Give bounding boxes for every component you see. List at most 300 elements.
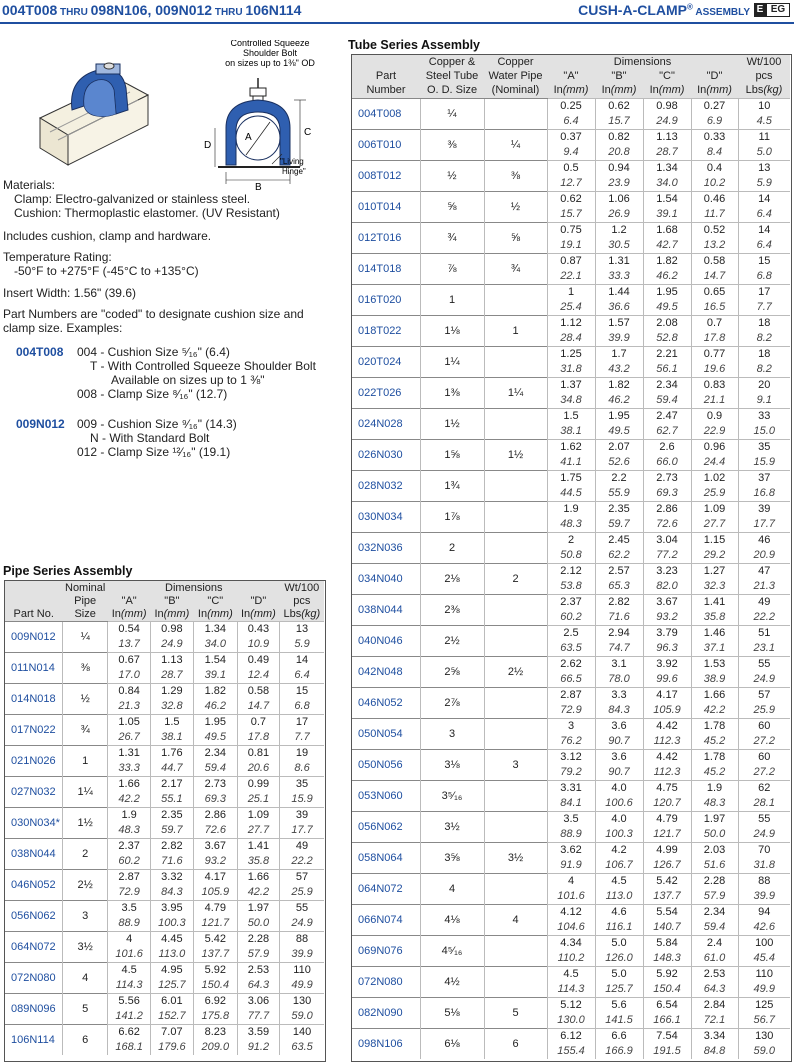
d-in: 0.58 <box>237 683 279 699</box>
d-mm: 10.9 <box>237 637 279 653</box>
unit-b: In(mm) <box>150 607 193 621</box>
unit-d: In(mm) <box>237 607 279 621</box>
c-mm: 93.2 <box>193 854 237 870</box>
a-in: 1.5 <box>547 408 595 424</box>
a-mm: 9.4 <box>547 145 595 161</box>
b-in: 2.07 <box>595 439 643 455</box>
c-in: 4.42 <box>643 749 691 765</box>
part-number: 022T026 <box>352 377 420 408</box>
b-in: 3.6 <box>595 749 643 765</box>
table-row <box>352 718 790 734</box>
table-row <box>5 838 324 854</box>
example1-line4: 008 - Clamp Size ⁸⁄₁₆" (12.7) <box>77 387 228 401</box>
d-mm: 45.2 <box>691 734 738 750</box>
a-in: 3.5 <box>547 811 595 827</box>
d-mm: 42.2 <box>691 703 738 719</box>
w-in: 47 <box>738 563 790 579</box>
c-in: 3.79 <box>643 625 691 641</box>
example-code-1: 004T008 <box>16 345 64 359</box>
b-mm: 166.9 <box>595 1044 643 1060</box>
c-mm: 46.2 <box>193 699 237 715</box>
d-in: 1.09 <box>237 807 279 823</box>
b-mm: 100.6 <box>595 796 643 812</box>
part-number: 030N034 <box>352 501 420 532</box>
header-od-size: O. D. Size <box>420 83 484 98</box>
d-mm: 8.4 <box>691 145 738 161</box>
d-in: 1.53 <box>691 656 738 672</box>
part-number: 064N072 <box>5 931 62 962</box>
w-in: 35 <box>280 776 324 792</box>
a-mm: 76.2 <box>547 734 595 750</box>
a-in: 0.75 <box>547 222 595 238</box>
w-in: 57 <box>280 869 324 885</box>
b-mm: 36.6 <box>595 300 643 316</box>
d-mm: 14.7 <box>691 269 738 285</box>
d-in: 1.66 <box>237 869 279 885</box>
c-in: 1.34 <box>643 160 691 176</box>
od-cell: 1¼ <box>420 346 484 377</box>
od-cell: 2½ <box>420 625 484 656</box>
b-in: 6.6 <box>595 1028 643 1044</box>
table-row <box>352 873 790 889</box>
unit-c: In(mm) <box>643 83 691 98</box>
w-in: 88 <box>280 931 324 947</box>
d-in: 1.02 <box>691 470 738 486</box>
d-mm: 45.2 <box>691 765 738 781</box>
w-in: 49 <box>280 838 324 854</box>
a-in: 0.84 <box>108 683 150 699</box>
b-in: 4.2 <box>595 842 643 858</box>
b-in: 0.98 <box>150 621 193 637</box>
d-in: 2.34 <box>691 904 738 920</box>
c-in: 2.73 <box>643 470 691 486</box>
w-in: 13 <box>280 621 324 637</box>
size-cell: 2½ <box>62 869 107 900</box>
d-mm: 38.9 <box>691 672 738 688</box>
c-mm: 49.5 <box>193 730 237 746</box>
c-in: 4.17 <box>193 869 237 885</box>
size-cell: 1 <box>62 745 107 776</box>
b-in: 5.0 <box>595 966 643 982</box>
b-in: 3.32 <box>150 869 193 885</box>
a-mm: 66.5 <box>547 672 595 688</box>
od-cell: 2⅝ <box>420 656 484 687</box>
header-number: Number <box>352 83 420 98</box>
c-mm: 191.5 <box>643 1044 691 1060</box>
tube-table <box>352 55 790 1059</box>
od-cell: 1½ <box>420 408 484 439</box>
b-in: 2.57 <box>595 563 643 579</box>
part-number: 046N052 <box>352 687 420 718</box>
c-mm: 99.6 <box>643 672 691 688</box>
d-in: 0.7 <box>237 714 279 730</box>
d-mm: 16.5 <box>691 300 738 316</box>
c-mm: 112.3 <box>643 765 691 781</box>
a-in: 3.12 <box>547 749 595 765</box>
a-mm: 79.2 <box>547 765 595 781</box>
wp-cell: 6 <box>484 1028 547 1059</box>
a-mm: 42.2 <box>108 792 150 808</box>
c-in: 5.42 <box>193 931 237 947</box>
w-mm: 8.2 <box>738 362 790 378</box>
d-in: 1.46 <box>691 625 738 641</box>
wp-cell <box>484 873 547 904</box>
d-in: 1.97 <box>691 811 738 827</box>
w-mm: 63.5 <box>280 1040 324 1056</box>
b-mm: 39.9 <box>595 331 643 347</box>
insert-width: Insert Width: 1.56" (39.6) <box>3 286 136 300</box>
b-in: 3.95 <box>150 900 193 916</box>
a-mm: 50.8 <box>547 548 595 564</box>
part-number: 020T024 <box>352 346 420 377</box>
d-in: 0.46 <box>691 191 738 207</box>
header-steel-tube: Steel Tube <box>420 69 484 83</box>
a-in: 2.12 <box>547 563 595 579</box>
b-in: 3.3 <box>595 687 643 703</box>
c-in: 5.92 <box>643 966 691 982</box>
b-mm: 20.8 <box>595 145 643 161</box>
c-in: 2.47 <box>643 408 691 424</box>
w-mm: 15.0 <box>738 424 790 440</box>
w-in: 130 <box>738 1028 790 1044</box>
wp-cell <box>484 718 547 749</box>
b-mm: 15.7 <box>595 114 643 130</box>
part-number: 014N018 <box>5 683 62 714</box>
w-in: 60 <box>738 718 790 734</box>
w-in: 15 <box>738 253 790 269</box>
part-range-title <box>2 2 301 18</box>
wp-cell <box>484 811 547 842</box>
od-cell: ⅞ <box>420 253 484 284</box>
b-in: 3.1 <box>595 656 643 672</box>
table-row <box>5 745 324 761</box>
od-cell: ⅝ <box>420 191 484 222</box>
example2-line2: N - With Standard Bolt <box>90 431 210 445</box>
b-mm: 38.1 <box>150 730 193 746</box>
c-in: 5.84 <box>643 935 691 951</box>
c-mm: 52.8 <box>643 331 691 347</box>
c-in: 1.82 <box>193 683 237 699</box>
b-mm: 152.7 <box>150 1009 193 1025</box>
table-row <box>352 594 790 610</box>
d-mm: 77.7 <box>237 1009 279 1025</box>
od-cell: 5⅛ <box>420 997 484 1028</box>
b-mm: 44.7 <box>150 761 193 777</box>
c-mm: 140.7 <box>643 920 691 936</box>
b-mm: 141.5 <box>595 1013 643 1029</box>
tube-table-title: Tube Series Assembly <box>348 38 481 52</box>
w-in: 18 <box>738 315 790 331</box>
d-mm: 42.2 <box>237 885 279 901</box>
table-row <box>352 842 790 858</box>
d-in: 0.81 <box>237 745 279 761</box>
b-mm: 24.9 <box>150 637 193 653</box>
header-c: "C" <box>643 69 691 83</box>
w-mm: 59.0 <box>738 1044 790 1060</box>
wp-cell: 1½ <box>484 439 547 470</box>
w-in: 14 <box>280 652 324 668</box>
part-number: 008T012 <box>352 160 420 191</box>
c-in: 6.92 <box>193 993 237 1009</box>
w-mm: 7.7 <box>738 300 790 316</box>
wp-cell <box>484 346 547 377</box>
header-dimensions: Dimensions <box>108 581 280 594</box>
b-mm: 125.7 <box>595 982 643 998</box>
c-in: 3.67 <box>643 594 691 610</box>
d-in: 1.41 <box>691 594 738 610</box>
od-cell: ¼ <box>420 98 484 129</box>
materials-clamp: Clamp: Electro-galvanized or stainless steel. <box>14 192 251 206</box>
w-mm: 17.7 <box>738 517 790 533</box>
d-mm: 84.8 <box>691 1044 738 1060</box>
table-row <box>352 811 790 827</box>
unit-d: In(mm) <box>691 83 738 98</box>
d-mm: 57.9 <box>691 889 738 905</box>
c-in: 2.86 <box>193 807 237 823</box>
table-row <box>5 683 324 699</box>
wp-cell: 5 <box>484 997 547 1028</box>
b-in: 2.35 <box>595 501 643 517</box>
table-row <box>352 966 790 982</box>
size-cell: ½ <box>62 683 107 714</box>
size-cell: 3 <box>62 900 107 931</box>
range-start-code: 004T008 <box>2 2 58 18</box>
d-in: 2.03 <box>691 842 738 858</box>
table-row <box>352 98 790 114</box>
b-mm: 26.9 <box>595 207 643 223</box>
header-a: "A" <box>108 594 150 607</box>
a-in: 1.75 <box>547 470 595 486</box>
thru-word: THRU <box>57 7 91 18</box>
c-mm: 72.6 <box>193 823 237 839</box>
c-mm: 137.7 <box>643 889 691 905</box>
d-mm: 91.2 <box>237 1040 279 1056</box>
w-mm: 15.9 <box>738 455 790 471</box>
w-mm: 24.9 <box>738 672 790 688</box>
d-mm: 11.7 <box>691 207 738 223</box>
badge-text: EG <box>766 3 790 17</box>
b-in: 0.94 <box>595 160 643 176</box>
od-cell: 1⅛ <box>420 315 484 346</box>
part-number: 106N114 <box>5 1024 62 1055</box>
w-in: 110 <box>280 962 324 978</box>
registered-mark: ® <box>687 2 693 12</box>
d-in: 0.99 <box>237 776 279 792</box>
table-row <box>352 501 790 517</box>
part-number: 021N026 <box>5 745 62 776</box>
c-mm: 24.9 <box>643 114 691 130</box>
d-mm: 10.2 <box>691 176 738 192</box>
b-mm: 71.6 <box>595 610 643 626</box>
part-number: 009N012 <box>5 621 62 652</box>
assembly-word: ASSEMBLY <box>692 7 750 18</box>
unit-wt: Lbs(kg) <box>280 607 324 621</box>
d-in: 1.97 <box>237 900 279 916</box>
part-number: 011N014 <box>5 652 62 683</box>
d-in: 2.28 <box>691 873 738 889</box>
a-mm: 41.1 <box>547 455 595 471</box>
product-name: CUSH-A-CLAMP <box>578 2 688 18</box>
a-mm: 31.8 <box>547 362 595 378</box>
b-in: 5.6 <box>595 997 643 1013</box>
b-mm: 49.5 <box>595 424 643 440</box>
c-mm: 46.2 <box>643 269 691 285</box>
wp-cell: 1 <box>484 315 547 346</box>
a-mm: 48.3 <box>108 823 150 839</box>
c-in: 3.67 <box>193 838 237 854</box>
od-cell: ¾ <box>420 222 484 253</box>
d-in: 1.78 <box>691 718 738 734</box>
b-mm: 84.3 <box>150 885 193 901</box>
a-mm: 114.3 <box>108 978 150 994</box>
label-d: D <box>204 140 212 151</box>
b-mm: 62.2 <box>595 548 643 564</box>
d-mm: 20.6 <box>237 761 279 777</box>
part-number: 069N076 <box>352 935 420 966</box>
wp-cell <box>484 625 547 656</box>
a-in: 6.12 <box>547 1028 595 1044</box>
wp-cell: ¾ <box>484 253 547 284</box>
size-cell: 5 <box>62 993 107 1024</box>
c-in: 2.6 <box>643 439 691 455</box>
w-mm: 7.7 <box>280 730 324 746</box>
w-in: 15 <box>280 683 324 699</box>
coded-text-2: clamp size. Examples: <box>3 321 123 335</box>
w-in: 70 <box>738 842 790 858</box>
a-in: 1.37 <box>547 377 595 393</box>
w-in: 17 <box>738 284 790 300</box>
w-in: 17 <box>280 714 324 730</box>
a-in: 5.12 <box>547 997 595 1013</box>
label-b: B <box>255 182 262 190</box>
table-row <box>5 869 324 885</box>
c-mm: 175.8 <box>193 1009 237 1025</box>
part-number: 050N054 <box>352 718 420 749</box>
a-mm: 44.5 <box>547 486 595 502</box>
part-number: 027N032 <box>5 776 62 807</box>
a-in: 1.31 <box>108 745 150 761</box>
c-mm: 137.7 <box>193 947 237 963</box>
d-in: 0.4 <box>691 160 738 176</box>
a-mm: 19.1 <box>547 238 595 254</box>
b-in: 4.5 <box>595 873 643 889</box>
c-mm: 121.7 <box>643 827 691 843</box>
c-mm: 93.2 <box>643 610 691 626</box>
od-cell: 1⅜ <box>420 377 484 408</box>
wp-cell <box>484 966 547 997</box>
d-in: 3.06 <box>237 993 279 1009</box>
part-number: 056N062 <box>5 900 62 931</box>
example2-line1: 009 - Cushion Size ⁹⁄₁₆" (14.3) <box>77 417 237 431</box>
od-cell: 6⅛ <box>420 1028 484 1059</box>
d-mm: 12.4 <box>237 668 279 684</box>
table-row <box>352 284 790 300</box>
table-row <box>352 222 790 238</box>
a-mm: 72.9 <box>108 885 150 901</box>
od-cell: 2⅛ <box>420 563 484 594</box>
a-in: 3.62 <box>547 842 595 858</box>
a-mm: 91.9 <box>547 858 595 874</box>
d-mm: 27.7 <box>237 823 279 839</box>
part-number: 056N062 <box>352 811 420 842</box>
a-in: 1.9 <box>547 501 595 517</box>
a-mm: 72.9 <box>547 703 595 719</box>
part-number: 064N072 <box>352 873 420 904</box>
c-in: 4.79 <box>193 900 237 916</box>
a-in: 1.25 <box>547 346 595 362</box>
w-mm: 22.2 <box>738 610 790 626</box>
d-mm: 37.1 <box>691 641 738 657</box>
w-in: 55 <box>738 811 790 827</box>
c-mm: 39.1 <box>193 668 237 684</box>
d-in: 0.27 <box>691 98 738 114</box>
c-in: 2.34 <box>643 377 691 393</box>
c-in: 1.95 <box>643 284 691 300</box>
b-in: 2.82 <box>150 838 193 854</box>
header-c: "C" <box>193 594 237 607</box>
table-row <box>352 997 790 1013</box>
a-in: 4 <box>108 931 150 947</box>
w-mm: 15.9 <box>280 792 324 808</box>
a-in: 4.12 <box>547 904 595 920</box>
a-in: 1.66 <box>108 776 150 792</box>
size-cell: 1¼ <box>62 776 107 807</box>
w-mm: 24.9 <box>280 916 324 932</box>
example1-line1: 004 - Cushion Size ⁵⁄₁₆" (6.4) <box>77 345 230 359</box>
c-mm: 59.4 <box>193 761 237 777</box>
table-row <box>5 900 324 916</box>
od-cell: 2⅜ <box>420 594 484 625</box>
d-mm: 22.9 <box>691 424 738 440</box>
hinge-label-2: Hinge" <box>282 167 306 176</box>
wp-cell <box>484 98 547 129</box>
od-cell: 3 <box>420 718 484 749</box>
b-mm: 100.3 <box>150 916 193 932</box>
c-mm: 112.3 <box>643 734 691 750</box>
b-in: 1.13 <box>150 652 193 668</box>
c-mm: 69.3 <box>193 792 237 808</box>
wp-cell: ½ <box>484 191 547 222</box>
d-in: 1.27 <box>691 563 738 579</box>
c-mm: 34.0 <box>643 176 691 192</box>
c-mm: 59.4 <box>643 393 691 409</box>
b-in: 1.5 <box>150 714 193 730</box>
c-mm: 209.0 <box>193 1040 237 1056</box>
d-in: 2.28 <box>237 931 279 947</box>
w-in: 37 <box>738 470 790 486</box>
part-number: 072N080 <box>352 966 420 997</box>
b-in: 1.31 <box>595 253 643 269</box>
w-in: 55 <box>280 900 324 916</box>
c-in: 1.82 <box>643 253 691 269</box>
od-cell: 3½ <box>420 811 484 842</box>
d-mm: 19.6 <box>691 362 738 378</box>
part-number: 053N060 <box>352 780 420 811</box>
part-number: 082N090 <box>352 997 420 1028</box>
wp-cell: 2 <box>484 563 547 594</box>
c-in: 1.54 <box>193 652 237 668</box>
size-cell: 1½ <box>62 807 107 838</box>
b-mm: 30.5 <box>595 238 643 254</box>
header-size: Size <box>62 607 107 621</box>
w-in: 51 <box>738 625 790 641</box>
c-in: 6.54 <box>643 997 691 1013</box>
b-in: 1.29 <box>150 683 193 699</box>
c-in: 5.54 <box>643 904 691 920</box>
w-in: 88 <box>738 873 790 889</box>
d-in: 1.09 <box>691 501 738 517</box>
a-mm: 63.5 <box>547 641 595 657</box>
